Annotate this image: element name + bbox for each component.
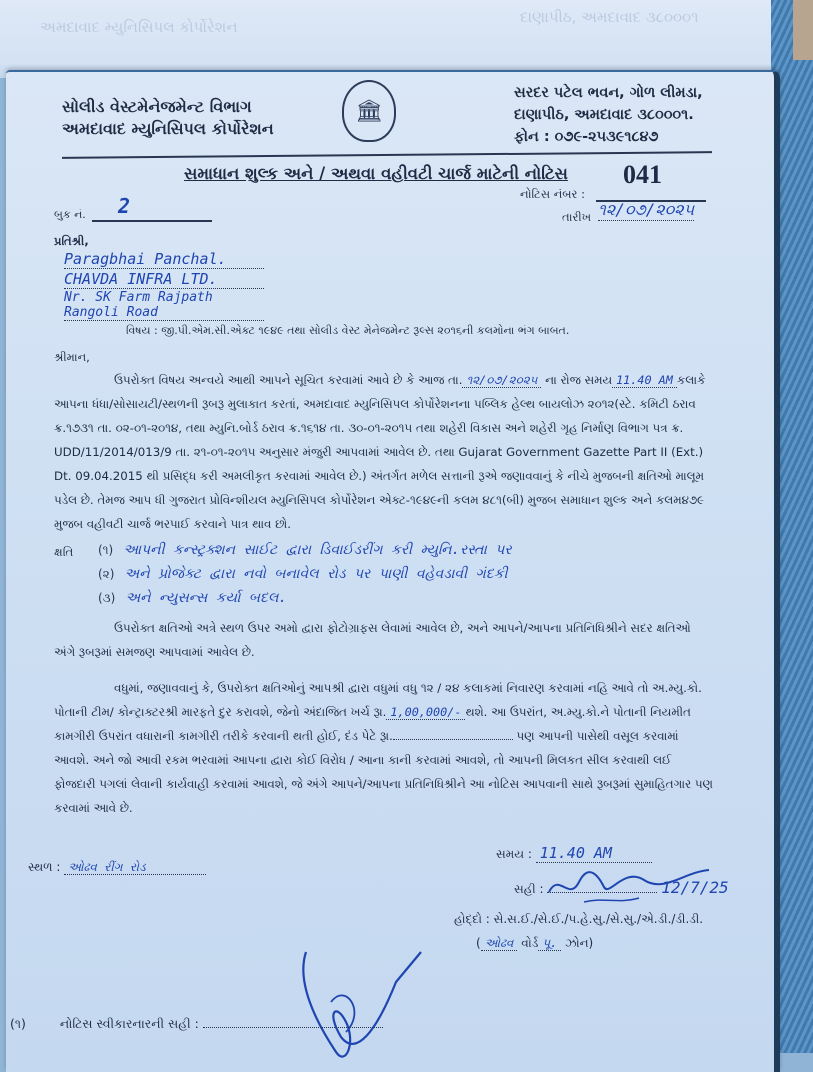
body-text: સમય xyxy=(584,373,613,387)
phone-number: ફોન : ૦૭૯-૨૫૩૯૧૮૪૭ xyxy=(514,129,659,145)
recipient-address: Nr. SK Farm Rajpath Rangoli Road xyxy=(64,290,264,321)
department-name: સોલીડ વેસ્ટમેનેજમેન્ટ વિભાગ xyxy=(62,97,252,116)
deficiency-item xyxy=(98,566,507,582)
notice-title: સમાધાન શુલ્ક અને / અથવા વહીવટી ચાર્જ માટેની નોટિસ xyxy=(184,164,568,183)
notice-number: 041 xyxy=(623,160,662,189)
estimated-cost: 1,00,000/- xyxy=(386,705,465,720)
recipient-company: CHAVDA INFRA LTD. xyxy=(64,270,264,289)
signature-date: 12/7/25 xyxy=(661,878,729,897)
notice-page xyxy=(6,70,780,1072)
zone-value: પૂ. xyxy=(538,936,561,951)
acknowledgement-field xyxy=(10,1016,383,1032)
book-number-value: 2 xyxy=(118,194,131,218)
deficiency-label: ક્ષતિ xyxy=(54,545,74,559)
ward-value: ઓઢવ xyxy=(481,936,518,951)
address-line: સરદર પટેલ ભવન, ગોળ લીમડા, xyxy=(514,85,703,101)
body-text: કલાકે આપના ધંધા/સોસાયટી/સ્થળની રૂબરૂ મુલાકાત કરતાં, અમદાવાદ મ્યુનિસિપલ કોર્પોરેશનના પબ્લિક હેલ્થ બાયલોઝ ૨૦૧૨(સ્ટે. કમિટી ઠરાવ ક્ર.૧૭૩૧ તા. ૦૨-૦૧-૨૦૧૪, તથા મ્યુનિ.બોર્ડ ઠરાવ ક્ર.૧૬૧૪ તા. ૩૦-૦૧-૨૦૧૫ તથા શહેરી વિકાસ અને શહેરી ગૃહ નિર્માણ વિભાગ પત્ર ક્ર. UDD/11/2014/013/9 તા. ૨૧-૦૧-૨૦૧૫ અનુસાર મંજુરી આપવામાં આવેલ છે. તથા Gujarat Government Gazette Part II (Ext.) Dt. 09.04.2015 થી પ્રસિદ્ધ કરી અમલીકૃત કરવામાં આવેલ છે.) અંતર્ગત મળેલ સત્તાની રૂએ જણાવવાનું કે નીચે મુજબની ક્ષતિઓ માલૂમ પડેલ છે. તેમજ આપ ધી ગુજરાત પ્રોવિન્શીયલ મ્યુનિસિપલ કોર્પોરેશન એક્ટ-૧૯૪૯ની કલમ ૪૮૧(બી) મુજબ સમાધાન શુલ્ક અને કલમ૪૭૯ મુજબ વહીવટી ચાર્જ ભરપાઈ કરવાને પાત્ર થાવ છો. xyxy=(54,373,706,531)
department-block xyxy=(62,96,274,140)
ghost-text: અમદાવાદ મ્યુનિસિપલ કોર્પોરેશન xyxy=(40,18,238,36)
corporation-name: અમદાવાદ મ્યુનિસિપલ કોર્પોરેશન xyxy=(62,119,274,138)
deficiency-text: અને પ્રોજેક્ટ દ્વારા નવો બનાવેલ રોડ પર પાણી વહેવડાવી ગંદકી xyxy=(124,566,508,582)
place-field xyxy=(28,860,206,875)
time-label: સમય : xyxy=(496,847,532,861)
background-surface xyxy=(793,0,813,60)
ward-label: વોર્ડ xyxy=(521,936,539,950)
zone-label: ઝોન xyxy=(565,936,589,950)
ack-signature-line xyxy=(203,1027,383,1028)
body-paragraph xyxy=(54,368,714,536)
body-text: વધુમાં, જણાવવાનું કે, ઉપરોક્ત ક્ષતિઓનું આપશ્રી દ્વારા વધુમાં વધુ ૧૨ / ૨૪ કલાકમાં નિવારણ કરવામાં નહિ આવે તો અ.મ્યુ.કો. પોતાની ટીમ/ કોન્ટ્રાક્ટરશ્રી મારફતે દુર કરાવશે, જેનો અંદાજિત ખર્ચ રૂા. xyxy=(54,681,702,719)
deficiency-number: (૩) xyxy=(98,591,116,605)
book-number-label: બુક નં. xyxy=(54,208,86,221)
date-label: તારીખ xyxy=(562,210,592,224)
time-value: 11.40 AM xyxy=(536,844,652,863)
penalty-amount-blank xyxy=(393,739,513,740)
ward-zone-field: ( ઓઢવ વોર્ડ પૂ. ઝોન) xyxy=(476,936,594,950)
officer-signature-icon xyxy=(544,862,714,908)
previous-page-fold xyxy=(0,0,813,78)
subject-line: વિષય : જી.પી.એમ.સી.એક્ટ ૧૯૪૯ તથા સોલીડ વેસ્ટ મેનેજમેન્ટ રૂલ્સ ૨૦૧૬ની કલમોના ભંગ બાબત. xyxy=(126,324,570,337)
time-field xyxy=(496,844,652,862)
book-number-line xyxy=(92,220,212,222)
amc-emblem-icon: 🏛 xyxy=(342,80,396,142)
deficiency-item xyxy=(98,542,512,558)
date-value: ૧૨/૦૭/૨૦૨૫ xyxy=(598,200,695,219)
address-block xyxy=(514,82,703,148)
salutation: શ્રીમાન, xyxy=(54,350,90,364)
ghost-text: દાણાપીઠ, અમદાવાદ ૩૮૦૦૦૧ xyxy=(520,8,699,26)
header-divider xyxy=(62,151,712,159)
body-text: ઉપરોક્ત વિષય અન્વયે આથી આપને સૂચિત કરવામાં આવે છે કે આજ તા. xyxy=(114,373,463,387)
deficiency-item xyxy=(98,590,287,606)
place-value: ઓઢવ રીંગ રોડ xyxy=(64,860,205,875)
recipient-name: Paragbhai Panchal. xyxy=(64,250,264,269)
body-text: ઉપરોક્ત ક્ષતિઓ અત્રે સ્થળ ઉપર અમો દ્વારા ફોટોગ્રાફસ લેવામાં આવેલ છે, અને આપને/આપના પ્રતિનિધિશ્રીને સદર ક્ષતિઓ અંગે રૂબરૂમાં સમજણ આપવામાં આવેલ છે. xyxy=(54,621,691,659)
ack-label: નોટિસ સ્વીકારનારની સહી : xyxy=(59,1016,199,1031)
deficiency-text: અને ન્યુસન્સ કર્યા બદલ. xyxy=(125,590,287,606)
photo-paragraph xyxy=(54,616,714,664)
officer-signature-field xyxy=(514,878,729,897)
body-text: થશે. આ ઉપરાંત, અ.મ્યુ.કો.ને પોતાની નિયમીત કામગીરી ઉપરાંત વધારાની કામગીરી તરીકે કરવાની થતી હોઈ, દંડ પેટે રૂા. xyxy=(54,705,691,743)
body-text: ના રોજ xyxy=(545,373,581,387)
notice-number-label: નોટિસ નંબર : xyxy=(520,187,585,201)
cost-paragraph xyxy=(54,676,714,820)
visit-time: 11.40 AM xyxy=(612,373,677,388)
recipient-label: પ્રતિશ્રી, xyxy=(54,234,89,248)
signature-label: સહી : xyxy=(514,882,544,896)
visit-date: ૧૨/૦૭/૨૦૨૫ xyxy=(462,373,541,388)
ack-number: (૧) xyxy=(10,1016,26,1031)
deficiency-text: આપની કન્સ્ટ્રક્શન સાઈટ દ્વારા ડિવાઈડરીંગ કરી મ્યુનિ.રસ્તા પર xyxy=(123,542,512,558)
address-line: દાણાપીઠ, અમદાવાદ ૩૮૦૦૦૧. xyxy=(514,107,694,123)
body-text: પણ આપની પાસેથી વસૂલ કરવામાં આવશે. અને જો આવી રકમ ભરવામાં આપના દ્વારા કોઈ વિરોધ / આના કાની કરવામાં આવશે, તો આપની મિલકત સીલ કરવાથી લઈ ફોજદારી પગલાં લેવાની કાર્યવાહી કરવામાં આવશે, જે અંગે આપને/આપના પ્રતિનિધિશ્રીને આ નોટિસ આપવાની સાથે રૂબરૂમાં સુમાહિતગાર પણ કરવામાં આવે છે. xyxy=(54,729,713,815)
deficiency-number: (૧) xyxy=(98,543,114,557)
place-label: સ્થળ : xyxy=(28,860,61,874)
deficiency-number: (૨) xyxy=(98,567,115,581)
designation: હોદ્દો : સે.સ.ઈ./સે.ઈ./પ.હે.સુ./સે.સુ./એ.ડી./ડી.ડી. xyxy=(454,912,704,926)
